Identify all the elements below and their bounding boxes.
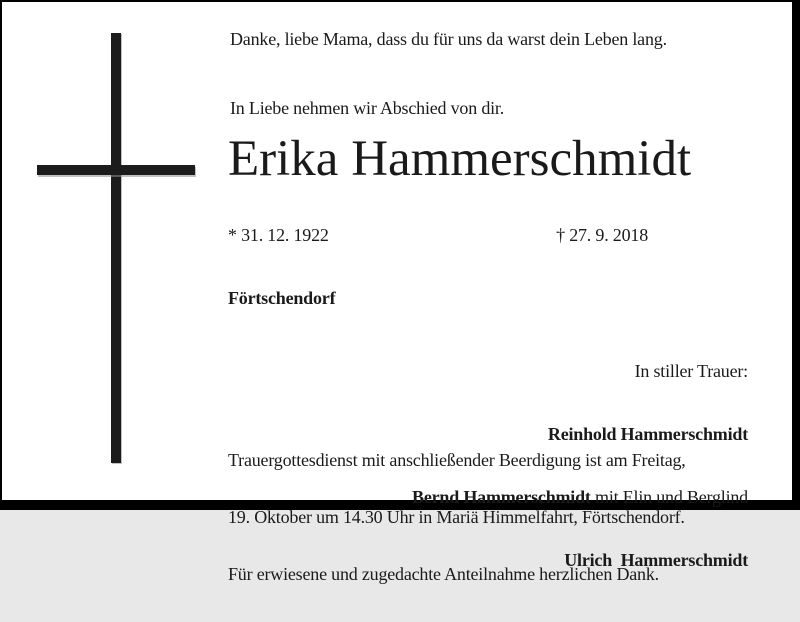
death-date: † 27. 9. 2018	[556, 225, 648, 245]
mourner-name: Ulrich Hammerschmidt	[564, 550, 748, 570]
mourning-intro: In stiller Trauer:	[634, 361, 748, 381]
funeral-line: Trauergottesdienst mit anschließender Beerdigung ist am Freitag,	[228, 450, 686, 470]
cross-vertical-bar	[111, 33, 121, 463]
place-name: Förtschendorf	[228, 288, 336, 308]
funeral-paragraph	[228, 413, 686, 622]
mourner-extra: mit Elin und Berglind	[590, 487, 748, 507]
farewell-line: In Liebe nehmen wir Abschied von dir.	[230, 98, 505, 118]
mourner-name: Bernd Hammerschmidt	[412, 487, 591, 507]
funeral-line: Für erwiesene und zugedachte Anteilnahme herzlichen Dank.	[228, 564, 659, 584]
mourner-name: Reinhold Hammerschmidt	[547, 424, 748, 444]
life-dates	[228, 225, 648, 246]
cross-horizontal-bar	[37, 165, 195, 175]
deceased-name: Erika Hammerschmidt	[228, 131, 692, 187]
birth-date: * 31. 12. 1922	[228, 225, 329, 245]
funeral-line: 19. Oktober um 14.30 Uhr in Mariä Himmelfahrt, Förtschendorf.	[228, 507, 685, 527]
thanks-line: Danke, liebe Mama, dass du für uns da warst dein Leben lang.	[230, 29, 667, 49]
